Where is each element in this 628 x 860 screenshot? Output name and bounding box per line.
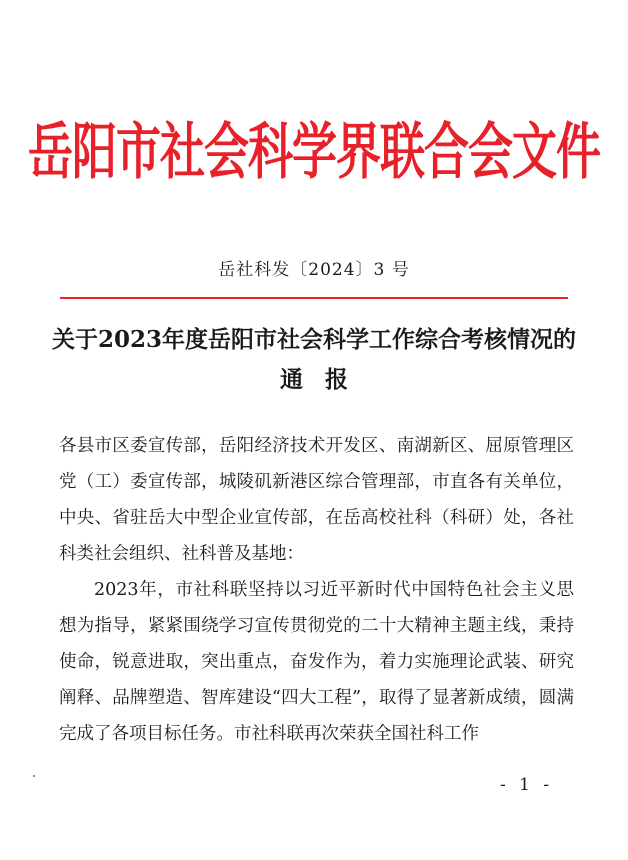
red-separator-line xyxy=(60,297,568,299)
document-title xyxy=(0,320,628,400)
scan-speck xyxy=(33,775,35,777)
body-paragraph: 2023年，市社科联坚持以习近平新时代中国特色社会主义思想为指导，紧紧围绕学习宣传贯彻党的二十大精神主题主线，秉持使命，锐意进取，突出重点，奋发作为，着力实施理论武装、研究阐释、品牌塑造、智库建设“四大工程”，取得了显著新成绩，圆满完成了各项目标任务。市社科联再次荣获全国社科工作 xyxy=(59,580,574,744)
issuing-organization-title: 岳阳市社会科学界联合会文件 xyxy=(27,115,600,188)
page-number: - 1 - xyxy=(500,775,554,795)
recipients-paragraph: 各县市区委宣传部，岳阳经济技术开发区、南湖新区、屈原管理区党（工）委宣传部，城陵矶新港区综合管理部，市直各有关单位，中央、省驻岳大中型企业宣传部，在岳高校社科（科研）处，各社科类社会组织、社科普及基地： xyxy=(59,436,574,564)
document-number: 岳社科发〔2024〕3 号 xyxy=(218,260,410,280)
document-title-line2: 通报 xyxy=(280,366,370,393)
document-title-line1: 关于2023年度岳阳市社会科学工作综合考核情况的 xyxy=(51,326,576,353)
document-body xyxy=(59,428,574,752)
